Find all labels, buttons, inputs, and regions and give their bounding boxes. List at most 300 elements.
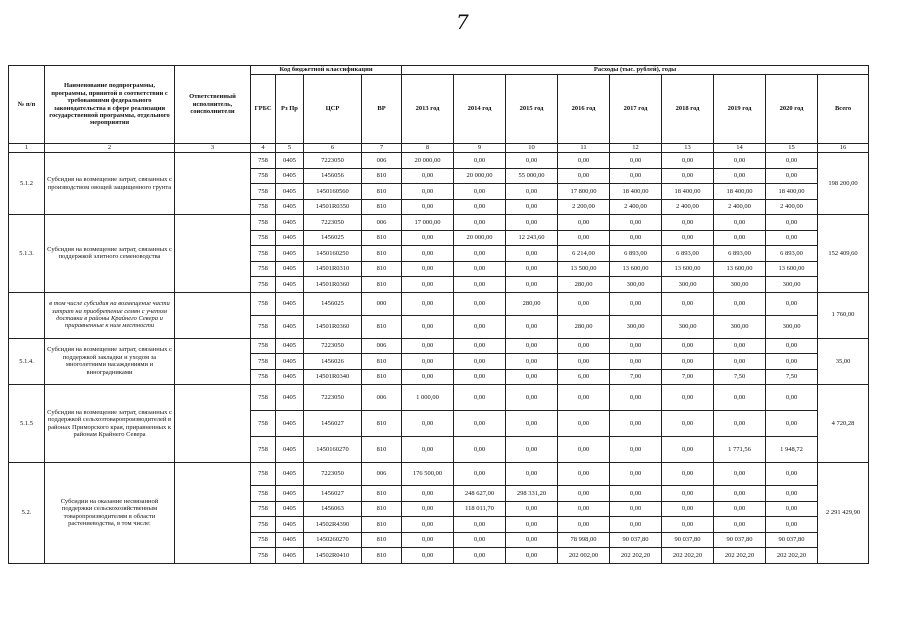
cell-year-value: 300,00 <box>714 315 766 338</box>
cell-vr: 810 <box>362 486 402 502</box>
cell-year-value: 0,00 <box>766 153 818 169</box>
cell-vr: 810 <box>362 168 402 184</box>
cell-rzpr: 0405 <box>276 385 304 411</box>
cell-year-value: 280,00 <box>506 292 558 315</box>
column-number-cell: 11 <box>558 144 610 153</box>
col-header-csr: ЦСР <box>304 75 362 144</box>
cell-grbs: 758 <box>251 277 276 293</box>
table-body <box>9 153 869 564</box>
cell-year-value: 6 893,00 <box>766 246 818 262</box>
cell-year-value: 0,00 <box>454 532 506 548</box>
cell-year-value: 6 214,00 <box>558 246 610 262</box>
table-row <box>9 153 869 169</box>
cell-year-value: 0,00 <box>558 230 610 246</box>
cell-rzpr: 0405 <box>276 292 304 315</box>
cell-year-value: 300,00 <box>610 277 662 293</box>
cell-grbs: 758 <box>251 246 276 262</box>
cell-year-value: 0,00 <box>506 411 558 437</box>
cell-year-value: 0,00 <box>402 199 454 215</box>
cell-year-value: 0,00 <box>558 437 610 463</box>
col-header-year-2016: 2016 год <box>558 75 610 144</box>
cell-year-value: 0,00 <box>506 261 558 277</box>
cell-year-value: 17 000,00 <box>402 215 454 231</box>
cell-year-value: 2 400,00 <box>610 199 662 215</box>
column-number-cell: 16 <box>818 144 869 153</box>
cell-grbs: 758 <box>251 230 276 246</box>
cell-year-value: 0,00 <box>766 486 818 502</box>
cell-vr: 810 <box>362 437 402 463</box>
cell-vr: 810 <box>362 548 402 564</box>
cell-year-value: 0,00 <box>662 215 714 231</box>
col-header-name: Наименование подпрограммы, программы, принятой в соответствии с требованиями федерального законодательства в сфере реализации государственной программы, отдельного мероприятия <box>45 66 175 144</box>
row-total: 4 720,28 <box>818 385 869 463</box>
row-number: 5.1.3. <box>9 215 45 293</box>
cell-year-value: 0,00 <box>506 215 558 231</box>
row-total: 2 291 429,90 <box>818 463 869 564</box>
cell-vr: 006 <box>362 463 402 486</box>
cell-year-value: 0,00 <box>506 463 558 486</box>
cell-year-value: 20 000,00 <box>402 153 454 169</box>
cell-year-value: 202 202,20 <box>610 548 662 564</box>
cell-year-value: 90 037,80 <box>662 532 714 548</box>
cell-vr: 810 <box>362 277 402 293</box>
cell-rzpr: 0405 <box>276 184 304 200</box>
cell-rzpr: 0405 <box>276 463 304 486</box>
cell-grbs: 758 <box>251 501 276 517</box>
cell-year-value: 0,00 <box>662 501 714 517</box>
col-header-year-2020: 2020 год <box>766 75 818 144</box>
cell-year-value: 0,00 <box>662 153 714 169</box>
cell-year-value: 300,00 <box>610 315 662 338</box>
cell-csr: 1450160560 <box>304 184 362 200</box>
cell-vr: 006 <box>362 338 402 354</box>
cell-rzpr: 0405 <box>276 548 304 564</box>
cell-csr: 7223050 <box>304 385 362 411</box>
cell-year-value: 0,00 <box>506 548 558 564</box>
cell-rzpr: 0405 <box>276 277 304 293</box>
cell-year-value: 78 998,00 <box>558 532 610 548</box>
cell-csr: 7223050 <box>304 463 362 486</box>
cell-rzpr: 0405 <box>276 517 304 533</box>
row-executor <box>175 215 251 293</box>
cell-year-value: 0,00 <box>402 168 454 184</box>
cell-grbs: 758 <box>251 168 276 184</box>
cell-year-value: 13 600,00 <box>766 261 818 277</box>
cell-year-value: 300,00 <box>662 277 714 293</box>
cell-year-value: 17 800,00 <box>558 184 610 200</box>
cell-year-value: 0,00 <box>454 463 506 486</box>
cell-rzpr: 0405 <box>276 486 304 502</box>
col-header-year-2014: 2014 год <box>454 75 506 144</box>
col-header-year-2019: 2019 год <box>714 75 766 144</box>
cell-year-value: 1 000,00 <box>402 385 454 411</box>
cell-year-value: 2 200,00 <box>558 199 610 215</box>
cell-year-value: 0,00 <box>558 168 610 184</box>
cell-csr: 1456063 <box>304 501 362 517</box>
cell-grbs: 758 <box>251 338 276 354</box>
cell-year-value: 0,00 <box>506 501 558 517</box>
row-number: 5.1.4. <box>9 338 45 385</box>
cell-rzpr: 0405 <box>276 261 304 277</box>
cell-year-value: 18 400,00 <box>610 184 662 200</box>
row-executor <box>175 463 251 564</box>
cell-year-value: 0,00 <box>506 517 558 533</box>
cell-year-value: 0,00 <box>454 199 506 215</box>
cell-year-value: 0,00 <box>454 315 506 338</box>
column-number-cell: 5 <box>276 144 304 153</box>
cell-vr: 000 <box>362 292 402 315</box>
row-number: 5.1.2 <box>9 153 45 215</box>
column-number-cell: 10 <box>506 144 558 153</box>
cell-year-value: 0,00 <box>454 437 506 463</box>
cell-year-value: 202 202,20 <box>766 548 818 564</box>
cell-csr: 1450260270 <box>304 532 362 548</box>
cell-grbs: 758 <box>251 532 276 548</box>
table-row <box>9 292 869 315</box>
cell-year-value: 0,00 <box>506 338 558 354</box>
row-executor <box>175 292 251 338</box>
cell-year-value: 0,00 <box>402 261 454 277</box>
row-number: 5.2. <box>9 463 45 564</box>
cell-year-value: 0,00 <box>402 501 454 517</box>
cell-year-value: 0,00 <box>610 230 662 246</box>
cell-csr: 7223050 <box>304 153 362 169</box>
row-executor <box>175 385 251 463</box>
cell-vr: 810 <box>362 246 402 262</box>
cell-year-value: 7,50 <box>766 369 818 385</box>
cell-year-value: 0,00 <box>766 338 818 354</box>
cell-year-value: 0,00 <box>714 215 766 231</box>
col-header-npp: № п/п <box>9 66 45 144</box>
cell-year-value: 20 000,00 <box>454 168 506 184</box>
cell-year-value: 0,00 <box>610 486 662 502</box>
table-row <box>9 338 869 354</box>
cell-year-value: 0,00 <box>506 315 558 338</box>
cell-year-value: 0,00 <box>610 338 662 354</box>
row-total: 35,00 <box>818 338 869 385</box>
cell-vr: 810 <box>362 261 402 277</box>
cell-year-value: 300,00 <box>714 277 766 293</box>
cell-year-value: 0,00 <box>662 292 714 315</box>
cell-vr: 006 <box>362 215 402 231</box>
col-header-year-2013: 2013 год <box>402 75 454 144</box>
cell-year-value: 202 002,00 <box>558 548 610 564</box>
cell-grbs: 758 <box>251 385 276 411</box>
column-number-cell: 2 <box>45 144 175 153</box>
column-number-cell: 13 <box>662 144 714 153</box>
cell-year-value: 13 600,00 <box>610 261 662 277</box>
cell-year-value: 298 331,20 <box>506 486 558 502</box>
cell-year-value: 0,00 <box>714 354 766 370</box>
cell-year-value: 0,00 <box>454 338 506 354</box>
column-number-cell: 3 <box>175 144 251 153</box>
cell-year-value: 0,00 <box>454 215 506 231</box>
cell-year-value: 6,00 <box>558 369 610 385</box>
row-description: Субсидии на оказание несвязанной поддержки сельскохозяйственным товаропроизводителям в области растениеводства, в том числе: <box>45 463 175 564</box>
cell-year-value: 0,00 <box>506 199 558 215</box>
cell-grbs: 758 <box>251 548 276 564</box>
cell-year-value: 0,00 <box>402 338 454 354</box>
cell-year-value: 0,00 <box>402 411 454 437</box>
cell-year-value: 0,00 <box>714 486 766 502</box>
row-total: 1 760,00 <box>818 292 869 338</box>
cell-year-value: 202 202,20 <box>662 548 714 564</box>
cell-year-value: 0,00 <box>454 292 506 315</box>
cell-year-value: 0,00 <box>506 385 558 411</box>
page-number: 7 <box>456 10 469 34</box>
cell-year-value: 280,00 <box>558 315 610 338</box>
cell-year-value: 90 037,80 <box>766 532 818 548</box>
cell-year-value: 0,00 <box>402 369 454 385</box>
cell-vr: 810 <box>362 199 402 215</box>
cell-year-value: 0,00 <box>766 354 818 370</box>
cell-vr: 810 <box>362 369 402 385</box>
cell-year-value: 1 771,56 <box>714 437 766 463</box>
cell-year-value: 90 037,80 <box>714 532 766 548</box>
cell-year-value: 0,00 <box>506 369 558 385</box>
cell-csr: 14501R0340 <box>304 369 362 385</box>
cell-year-value: 18 400,00 <box>766 184 818 200</box>
cell-rzpr: 0405 <box>276 437 304 463</box>
cell-vr: 810 <box>362 354 402 370</box>
cell-year-value: 0,00 <box>558 215 610 231</box>
row-description: Субсидия на возмещение затрат, связанных с поддержкой элитного семеноводства <box>45 215 175 293</box>
cell-rzpr: 0405 <box>276 315 304 338</box>
cell-csr: 14502R0410 <box>304 548 362 564</box>
row-number: 5.1.5 <box>9 385 45 463</box>
cell-year-value: 0,00 <box>610 385 662 411</box>
cell-year-value: 0,00 <box>714 168 766 184</box>
cell-grbs: 758 <box>251 486 276 502</box>
cell-grbs: 758 <box>251 153 276 169</box>
cell-rzpr: 0405 <box>276 532 304 548</box>
cell-year-value: 0,00 <box>610 501 662 517</box>
cell-csr: 14502R4390 <box>304 517 362 533</box>
cell-rzpr: 0405 <box>276 153 304 169</box>
col-header-year-2018: 2018 год <box>662 75 714 144</box>
cell-year-value: 0,00 <box>402 437 454 463</box>
column-number-cell: 14 <box>714 144 766 153</box>
cell-year-value: 6 893,00 <box>662 246 714 262</box>
cell-vr: 810 <box>362 501 402 517</box>
column-number-cell: 15 <box>766 144 818 153</box>
cell-vr: 810 <box>362 517 402 533</box>
cell-year-value: 0,00 <box>662 463 714 486</box>
column-number-cell: 6 <box>304 144 362 153</box>
cell-year-value: 18 400,00 <box>662 184 714 200</box>
column-number-cell: 9 <box>454 144 506 153</box>
cell-year-value: 0,00 <box>662 486 714 502</box>
cell-year-value: 300,00 <box>662 315 714 338</box>
cell-year-value: 18 400,00 <box>714 184 766 200</box>
col-header-year-2015: 2015 год <box>506 75 558 144</box>
cell-year-value: 0,00 <box>402 292 454 315</box>
row-executor <box>175 153 251 215</box>
cell-vr: 006 <box>362 153 402 169</box>
cell-year-value: 248 627,00 <box>454 486 506 502</box>
cell-csr: 1450160270 <box>304 437 362 463</box>
cell-grbs: 758 <box>251 292 276 315</box>
cell-year-value: 2 400,00 <box>766 199 818 215</box>
cell-year-value: 0,00 <box>506 246 558 262</box>
cell-rzpr: 0405 <box>276 369 304 385</box>
table-row <box>9 215 869 231</box>
cell-csr: 1450160250 <box>304 246 362 262</box>
cell-csr: 14501R0350 <box>304 199 362 215</box>
cell-year-value: 0,00 <box>662 338 714 354</box>
cell-vr: 810 <box>362 411 402 437</box>
cell-year-value: 0,00 <box>454 517 506 533</box>
cell-year-value: 176 500,00 <box>402 463 454 486</box>
cell-year-value: 300,00 <box>766 277 818 293</box>
cell-year-value: 7,50 <box>714 369 766 385</box>
cell-csr: 14501R0360 <box>304 315 362 338</box>
cell-grbs: 758 <box>251 463 276 486</box>
cell-year-value: 6 893,00 <box>610 246 662 262</box>
column-number-row <box>9 144 869 153</box>
cell-year-value: 0,00 <box>766 517 818 533</box>
cell-year-value: 0,00 <box>610 215 662 231</box>
cell-year-value: 0,00 <box>714 385 766 411</box>
cell-csr: 1456027 <box>304 486 362 502</box>
cell-year-value: 0,00 <box>558 486 610 502</box>
cell-year-value: 0,00 <box>454 184 506 200</box>
cell-year-value: 0,00 <box>662 411 714 437</box>
cell-year-value: 0,00 <box>610 437 662 463</box>
cell-year-value: 0,00 <box>714 338 766 354</box>
cell-year-value: 0,00 <box>610 354 662 370</box>
col-header-executor: Ответственный исполнитель, соисполнители <box>175 66 251 144</box>
cell-year-value: 0,00 <box>610 463 662 486</box>
cell-year-value: 7,00 <box>610 369 662 385</box>
cell-year-value: 12 243,60 <box>506 230 558 246</box>
cell-year-value: 0,00 <box>714 411 766 437</box>
cell-year-value: 13 600,00 <box>714 261 766 277</box>
column-number-cell: 12 <box>610 144 662 153</box>
column-number-cell: 4 <box>251 144 276 153</box>
col-header-rzpr: Рз Пр <box>276 75 304 144</box>
cell-year-value: 0,00 <box>402 354 454 370</box>
row-description: Субсидия на возмещение затрат, связанных с производством овощей защищенного грунта <box>45 153 175 215</box>
cell-vr: 810 <box>362 532 402 548</box>
cell-csr: 1456025 <box>304 230 362 246</box>
cell-year-value: 0,00 <box>766 501 818 517</box>
cell-year-value: 2 400,00 <box>662 199 714 215</box>
cell-year-value: 0,00 <box>766 168 818 184</box>
col-header-grbs: ГРБС <box>251 75 276 144</box>
cell-year-value: 300,00 <box>766 315 818 338</box>
cell-year-value: 0,00 <box>610 411 662 437</box>
cell-year-value: 0,00 <box>454 411 506 437</box>
cell-year-value: 0,00 <box>454 261 506 277</box>
cell-year-value: 0,00 <box>402 486 454 502</box>
cell-grbs: 758 <box>251 184 276 200</box>
cell-year-value: 0,00 <box>558 501 610 517</box>
cell-year-value: 0,00 <box>714 463 766 486</box>
cell-grbs: 758 <box>251 354 276 370</box>
cell-year-value: 0,00 <box>558 411 610 437</box>
cell-rzpr: 0405 <box>276 215 304 231</box>
cell-csr: 1456025 <box>304 292 362 315</box>
cell-year-value: 0,00 <box>558 517 610 533</box>
cell-year-value: 0,00 <box>454 385 506 411</box>
row-total: 152 409,60 <box>818 215 869 293</box>
cell-grbs: 758 <box>251 517 276 533</box>
cell-year-value: 118 011,70 <box>454 501 506 517</box>
cell-year-value: 0,00 <box>402 230 454 246</box>
row-number <box>9 292 45 338</box>
cell-year-value: 0,00 <box>766 292 818 315</box>
cell-year-value: 0,00 <box>558 338 610 354</box>
cell-grbs: 758 <box>251 261 276 277</box>
cell-year-value: 0,00 <box>662 517 714 533</box>
cell-year-value: 0,00 <box>558 354 610 370</box>
cell-year-value: 0,00 <box>610 517 662 533</box>
cell-year-value: 0,00 <box>402 246 454 262</box>
cell-year-value: 0,00 <box>766 385 818 411</box>
col-header-kbk: Код бюджетной классификации <box>251 66 402 75</box>
cell-year-value: 0,00 <box>454 277 506 293</box>
cell-rzpr: 0405 <box>276 354 304 370</box>
cell-vr: 810 <box>362 184 402 200</box>
cell-year-value: 1 948,72 <box>766 437 818 463</box>
cell-year-value: 0,00 <box>402 517 454 533</box>
cell-year-value: 0,00 <box>402 184 454 200</box>
cell-year-value: 0,00 <box>402 532 454 548</box>
cell-year-value: 13 600,00 <box>662 261 714 277</box>
col-header-expenses: Расходы (тыс. рублей), годы <box>402 66 869 75</box>
cell-year-value: 0,00 <box>662 354 714 370</box>
cell-year-value: 280,00 <box>558 277 610 293</box>
cell-year-value: 20 000,00 <box>454 230 506 246</box>
cell-grbs: 758 <box>251 199 276 215</box>
cell-year-value: 0,00 <box>662 385 714 411</box>
cell-grbs: 758 <box>251 215 276 231</box>
cell-rzpr: 0405 <box>276 338 304 354</box>
column-number-cell: 1 <box>9 144 45 153</box>
cell-csr: 7223050 <box>304 338 362 354</box>
cell-grbs: 758 <box>251 315 276 338</box>
cell-grbs: 758 <box>251 411 276 437</box>
cell-year-value: 0,00 <box>506 437 558 463</box>
cell-year-value: 55 000,00 <box>506 168 558 184</box>
col-header-vr: ВР <box>362 75 402 144</box>
row-executor <box>175 338 251 385</box>
cell-year-value: 0,00 <box>766 463 818 486</box>
cell-year-value: 0,00 <box>506 354 558 370</box>
cell-csr: 1456026 <box>304 354 362 370</box>
cell-year-value: 0,00 <box>662 230 714 246</box>
cell-csr: 1456056 <box>304 168 362 184</box>
cell-year-value: 0,00 <box>558 292 610 315</box>
cell-year-value: 0,00 <box>506 184 558 200</box>
row-description: Субсидия на возмещение затрат, связанных с поддержкой сельхозтоваропроизводителей в районах Приморского края, приравненных к районам Крайнего Севера <box>45 385 175 463</box>
cell-year-value: 0,00 <box>662 437 714 463</box>
cell-year-value: 0,00 <box>506 532 558 548</box>
cell-year-value: 6 893,00 <box>714 246 766 262</box>
cell-grbs: 758 <box>251 437 276 463</box>
cell-vr: 006 <box>362 385 402 411</box>
cell-csr: 14501R0360 <box>304 277 362 293</box>
cell-csr: 14501R0310 <box>304 261 362 277</box>
cell-year-value: 0,00 <box>766 230 818 246</box>
cell-year-value: 0,00 <box>714 292 766 315</box>
cell-year-value: 0,00 <box>558 385 610 411</box>
cell-vr: 810 <box>362 315 402 338</box>
cell-year-value: 202 202,20 <box>714 548 766 564</box>
cell-rzpr: 0405 <box>276 411 304 437</box>
cell-grbs: 758 <box>251 369 276 385</box>
